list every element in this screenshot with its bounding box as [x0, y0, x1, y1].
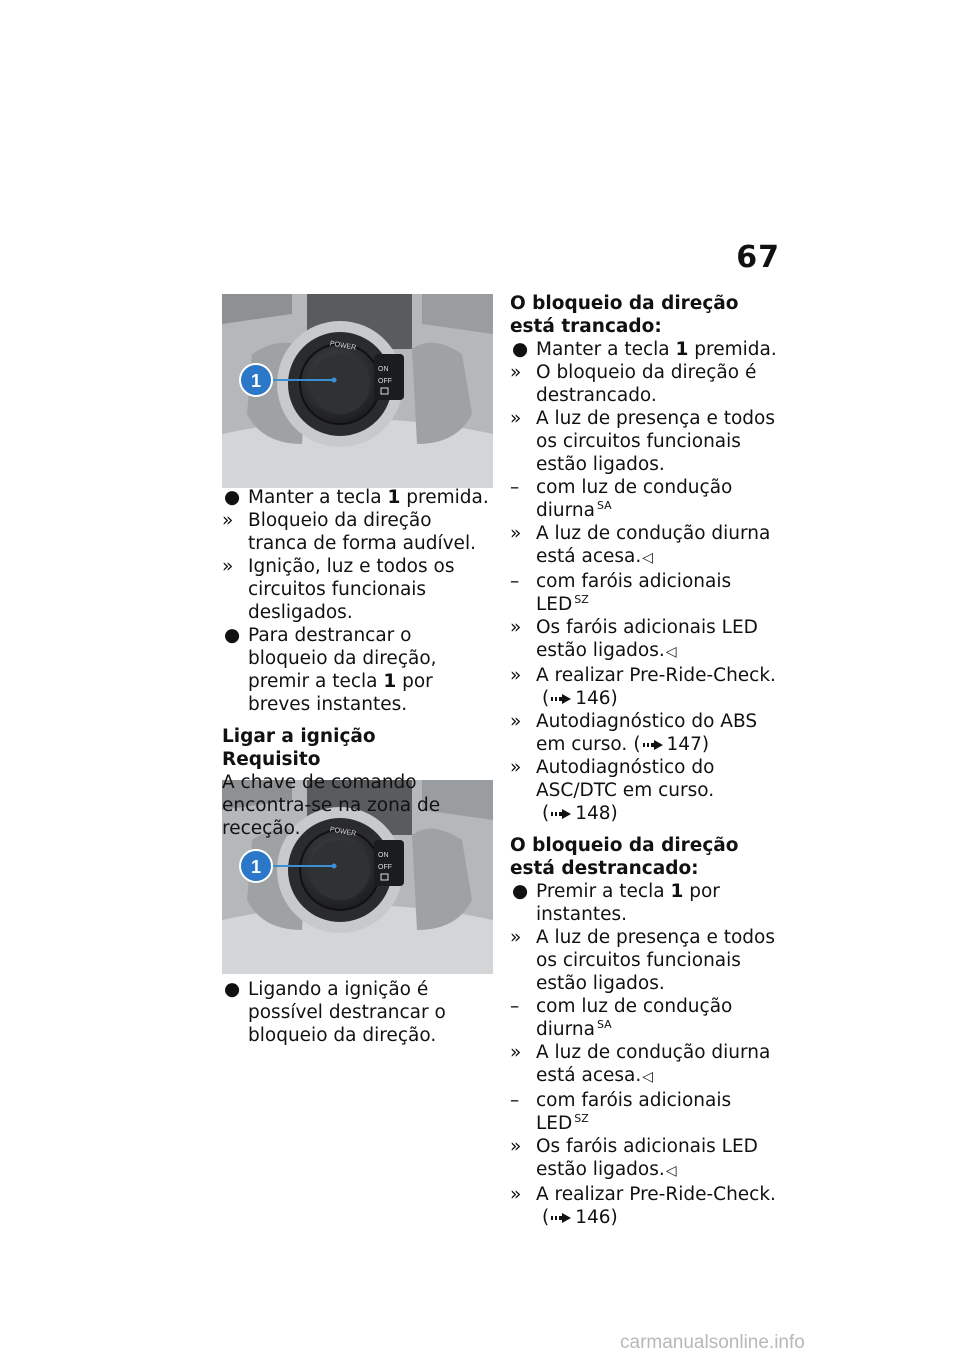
end-marker-icon: ◁	[642, 550, 654, 566]
result-icon: »	[510, 665, 522, 686]
page-reference[interactable]: ( 147)	[633, 734, 710, 755]
list-item: » A realizar Pre-Ride-Check.( 146)	[510, 1184, 776, 1228]
page-reference-arrow-icon	[550, 693, 572, 705]
condition-dash-icon: –	[510, 1090, 520, 1111]
list-item: ● Premir a tecla 1 por instantes.	[512, 881, 720, 925]
key-number: 1	[670, 881, 684, 902]
result-icon: »	[510, 362, 522, 383]
section-heading: O bloqueio da direção está trancado:	[510, 293, 739, 337]
end-marker-icon: ◁	[642, 1069, 654, 1085]
footer-watermark: carmanualsonline.info	[620, 1332, 805, 1353]
page-reference[interactable]: ( 148)	[542, 803, 618, 824]
left-column	[222, 486, 492, 840]
requirement-text: A chave de comando encontra-se na zona de receção.	[222, 772, 441, 839]
result-icon: »	[510, 408, 522, 429]
list-item: » Bloqueio da direção tranca de forma audível.	[222, 510, 476, 554]
result-icon: »	[510, 1136, 522, 1157]
list-item: ● Manter a tecla 1 premida.	[512, 339, 777, 360]
section-subheading: Requisito	[222, 749, 321, 770]
list-item: ● Manter a tecla 1 premida.	[224, 487, 489, 508]
bullet-icon: ●	[224, 625, 241, 646]
result-icon: »	[510, 757, 522, 778]
option-code: SZ	[574, 1112, 589, 1125]
result-icon: »	[222, 556, 234, 577]
end-marker-icon: ◁	[665, 1163, 677, 1179]
list-item: » A realizar Pre-Ride-Check.( 146)	[510, 665, 776, 709]
list-item: – com faróis adicionais LED $^{SZ}$	[510, 571, 732, 615]
key-number: 1	[675, 339, 689, 360]
result-icon: »	[510, 523, 522, 544]
on-label-2: ON	[378, 852, 389, 859]
list-item: » Os faróis adicionais LED estão ligados.◁	[510, 617, 758, 661]
ignition-switch-photo-1	[222, 294, 493, 488]
section-heading: Ligar a ignição	[222, 726, 376, 747]
bullet-icon: ●	[224, 979, 241, 1000]
list-item: » A luz de condução diurna está acesa.◁	[510, 523, 771, 567]
page-reference-arrow-icon	[550, 1212, 572, 1224]
page-reference-arrow-icon	[642, 739, 664, 751]
result-icon: »	[510, 711, 522, 732]
list-item: » Autodiagnóstico do ASC/DTC em curso.( 148)	[510, 757, 715, 824]
callout-2: 1	[250, 857, 262, 877]
section-heading: O bloqueio da direção está destrancado:	[510, 835, 739, 879]
bullet-icon: ●	[224, 487, 241, 508]
off-label-2: OFF	[378, 864, 392, 871]
list-item: – com luz de condução diurna $^{SA}$	[510, 996, 733, 1040]
option-code: SZ	[574, 593, 589, 606]
page-reference[interactable]: ( 146)	[542, 1207, 618, 1228]
result-icon: »	[510, 1184, 522, 1205]
off-label-1: OFF	[378, 378, 392, 385]
result-icon: »	[510, 617, 522, 638]
option-code: SA	[596, 499, 612, 512]
list-item: » O bloqueio da direção é destrancado.	[510, 362, 757, 406]
list-item: » A luz de presença e todos os circuitos funcionais estão ligados.	[510, 927, 775, 994]
list-item: » Autodiagnóstico do ABS em curso. ( 147)	[510, 711, 758, 755]
result-icon: »	[222, 510, 234, 531]
bullet-icon: ●	[512, 339, 529, 360]
left-column-bottom	[222, 978, 492, 1047]
condition-dash-icon: –	[510, 996, 520, 1017]
condition-dash-icon: –	[510, 477, 520, 498]
power-label-2: POWER	[329, 826, 357, 838]
list-item: » Os faróis adicionais LED estão ligados.◁	[510, 1136, 758, 1180]
right-column	[510, 292, 780, 1229]
option-code: SA	[596, 1018, 612, 1031]
key-number: 1	[383, 671, 397, 692]
on-label-1: ON	[378, 366, 389, 373]
list-item: ● Ligando a ignição é possível destrancar o bloqueio da direção.	[224, 979, 446, 1046]
list-item: – com faróis adicionais LED $^{SZ}$	[510, 1090, 732, 1134]
page-reference[interactable]: ( 146)	[542, 688, 618, 709]
page-reference-arrow-icon	[550, 808, 572, 820]
power-label-1: POWER	[329, 340, 357, 352]
list-item: » Ignição, luz e todos os circuitos funcionais desligados.	[222, 556, 455, 623]
result-icon: »	[510, 1042, 522, 1063]
list-item: » A luz de condução diurna está acesa.◁	[510, 1042, 771, 1086]
page-number: 67	[736, 240, 780, 275]
condition-dash-icon: –	[510, 571, 520, 592]
callout-1: 1	[250, 371, 262, 391]
end-marker-icon: ◁	[665, 644, 677, 660]
result-icon: »	[510, 927, 522, 948]
bullet-icon: ●	[512, 881, 529, 902]
list-item: – com luz de condução diurna $^{SA}$	[510, 477, 733, 521]
list-item: » A luz de presença e todos os circuitos funcionais estão ligados.	[510, 408, 775, 475]
list-item: ● Para destrancar o bloqueio da direção, premir a tecla 1 por breves instantes.	[224, 625, 437, 715]
key-number: 1	[387, 487, 401, 508]
